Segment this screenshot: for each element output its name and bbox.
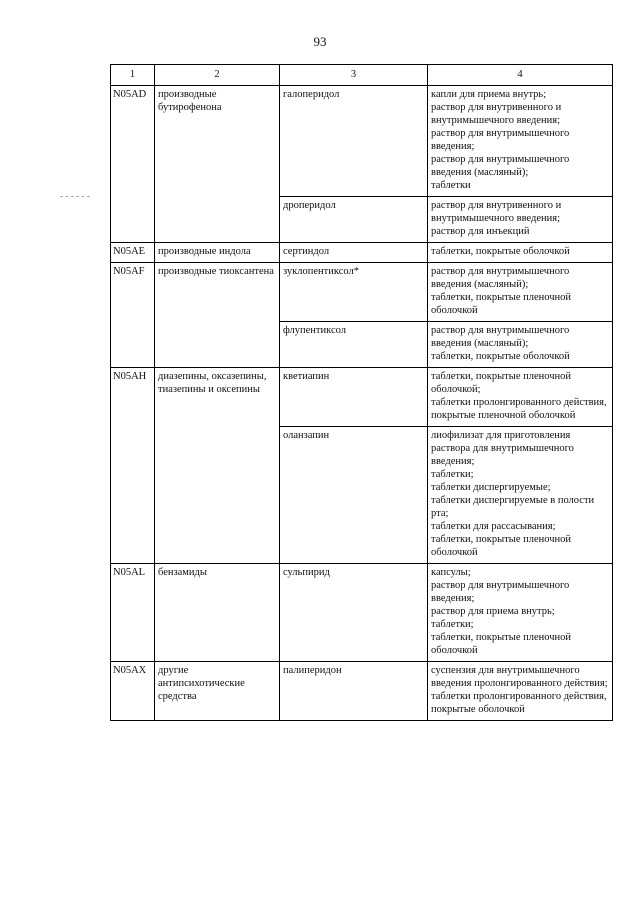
dosage-form-item: таблетки, покрытые пленочной оболочкой (431, 534, 572, 558)
dosage-form-item: таблетки пролонгированного действия, покрытые оболочкой (431, 691, 607, 715)
atc-code-cell: N05AH (111, 368, 155, 564)
atc-code-cell: N05AF (111, 263, 155, 368)
table-row (111, 243, 613, 263)
dosage-forms-cell (428, 564, 613, 662)
dosage-forms-cell (428, 263, 613, 322)
dosage-forms-cell (428, 427, 613, 564)
table-row (111, 263, 613, 322)
dosage-form-item: лиофилизат для приготовления раствора для внутримышечного введения; (431, 430, 574, 467)
dosage-forms-cell (428, 322, 613, 368)
dosage-form-item: суспензия для внутримышечного введения пролонгированного действия; (431, 665, 608, 689)
page-number: 93 (313, 34, 327, 49)
dosage-form-item: таблетки пролонгированного действия, покрытые пленочной оболочкой (431, 397, 607, 421)
table-row (111, 86, 613, 197)
dosage-form-item: раствор для внутримышечного введения; (431, 128, 570, 152)
drug-name-cell: кветиапин (280, 368, 428, 427)
table-row (111, 368, 613, 427)
atc-code-cell: N05AL (111, 564, 155, 662)
dosage-form-item: таблетки, покрытые пленочной оболочкой (431, 632, 572, 656)
dosage-forms-cell (428, 662, 613, 721)
dosage-form-item: раствор для внутримышечного введения; (431, 580, 570, 604)
dosage-form-item: капли для приема внутрь; (431, 89, 547, 100)
drug-classification-table (110, 64, 613, 721)
dosage-form-item: раствор для приема внутрь; (431, 606, 555, 617)
table-row (111, 564, 613, 662)
drug-name-cell: галоперидол (280, 86, 428, 197)
dosage-form-item: раствор для инъекций (431, 226, 530, 237)
dosage-form-item: раствор для внутривенного и внутримышечного введения; (431, 200, 562, 224)
header-col-2: 2 (155, 65, 280, 86)
pharmacological-group-cell: производные индола (155, 243, 280, 263)
atc-code-cell: N05AE (111, 243, 155, 263)
dosage-form-item: раствор для внутримышечного введения (масляный); (431, 325, 570, 349)
header-col-3: 3 (280, 65, 428, 86)
drug-name-cell: сульпирид (280, 564, 428, 662)
dosage-form-item: таблетки, покрытые оболочкой (431, 351, 570, 362)
table-header-row (111, 65, 613, 86)
dosage-form-item: таблетки диспергируемые; (431, 482, 551, 493)
dosage-forms-cell (428, 86, 613, 197)
drug-name-cell: флупентиксол (280, 322, 428, 368)
drug-name-cell: зуклопентиксол* (280, 263, 428, 322)
pharmacological-group-cell: производные тиоксантена (155, 263, 280, 368)
drug-name-cell: палиперидон (280, 662, 428, 721)
dosage-form-item: таблетки (431, 180, 471, 191)
dosage-form-item: таблетки; (431, 619, 474, 630)
drug-name-cell: сертиндол (280, 243, 428, 263)
drug-name-cell: дроперидол (280, 197, 428, 243)
dosage-form-item: раствор для внутримышечного введения (масляный); (431, 266, 570, 290)
atc-code-cell: N05AD (111, 86, 155, 243)
dosage-form-item: раствор для внутримышечного введения (масляный); (431, 154, 570, 178)
header-col-1: 1 (111, 65, 155, 86)
pharmacological-group-cell: диазепины, оксазепины, тиазепины и оксепины (155, 368, 280, 564)
dosage-form-item: капсулы; (431, 567, 471, 578)
dosage-form-item: таблетки, покрытые пленочной оболочкой (431, 292, 572, 316)
margin-scan-mark (60, 196, 90, 197)
dosage-form-item: таблетки, покрытые оболочкой (431, 246, 570, 257)
table-body (111, 86, 613, 721)
pharmacological-group-cell: бензамиды (155, 564, 280, 662)
dosage-form-item: раствор для внутривенного и внутримышечного введения; (431, 102, 562, 126)
dosage-form-item: таблетки диспергируемые в полости рта; (431, 495, 595, 519)
pharmacological-group-cell: другие антипсихотические средства (155, 662, 280, 721)
dosage-form-item: таблетки, покрытые пленочной оболочкой; (431, 371, 572, 395)
atc-code-cell: N05AX (111, 662, 155, 721)
dosage-form-item: таблетки; (431, 469, 474, 480)
header-col-4: 4 (428, 65, 613, 86)
dosage-forms-cell (428, 197, 613, 243)
drug-name-cell: оланзапин (280, 427, 428, 564)
pharmacological-group-cell: производные бутирофенона (155, 86, 280, 243)
dosage-forms-cell (428, 368, 613, 427)
dosage-form-item: таблетки для рассасывания; (431, 521, 556, 532)
table-row (111, 662, 613, 721)
dosage-forms-cell (428, 243, 613, 263)
